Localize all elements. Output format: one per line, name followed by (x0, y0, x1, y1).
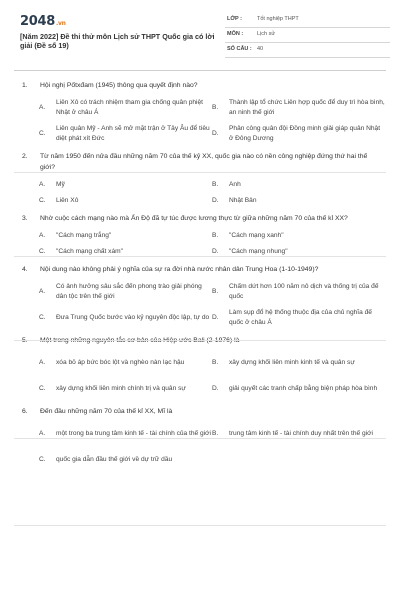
option-text: Anh (229, 181, 241, 188)
option-text: Nhật Bản (229, 197, 257, 204)
option-text: "Cách mạng chất xám" (56, 248, 123, 255)
meta-label: MÔN : (227, 31, 244, 37)
option-d[interactable] (212, 123, 385, 145)
question-stem: Từ năm 1950 đến nửa đầu những năm 70 của thế kỷ XX, quốc gia nào có nền công nghiệp đứng thứ hai thế giới? (40, 153, 368, 171)
question-text (0, 406, 400, 417)
option-c[interactable] (39, 307, 212, 329)
option-text: xây dựng khối liên minh kinh tế và quân sự (229, 359, 355, 366)
option-d[interactable] (212, 307, 385, 329)
option-letter: A. (39, 232, 46, 239)
option-letter: A. (39, 430, 46, 437)
site-logo[interactable] (20, 14, 66, 29)
option-b[interactable] (212, 179, 385, 191)
answer-options (0, 281, 400, 329)
question-number: 1. (22, 82, 28, 89)
logo-suffix: .vn (55, 20, 66, 27)
answer-options (0, 179, 400, 207)
option-a[interactable] (39, 179, 212, 191)
question-number: 4. (22, 266, 28, 273)
question-text (0, 264, 400, 275)
option-letter: B. (212, 359, 219, 366)
option-letter: C. (39, 456, 46, 463)
option-letter: D. (212, 197, 219, 204)
option-a[interactable] (39, 281, 212, 303)
option-letter: A. (39, 104, 46, 111)
question-separator (14, 172, 386, 173)
question-1 (0, 80, 400, 145)
option-a[interactable] (39, 230, 212, 242)
option-letter: B. (212, 430, 219, 437)
question-separator (14, 340, 386, 341)
option-text: Thành lập tổ chức Liên hợp quốc để duy trì hòa bình, an ninh thế giới (229, 99, 385, 116)
answer-options (0, 423, 400, 471)
option-b[interactable] (212, 352, 385, 374)
option-text: Mỹ (56, 181, 65, 188)
question-3 (0, 213, 400, 258)
meta-value: Lịch sử (257, 31, 276, 37)
option-letter: A. (39, 181, 46, 188)
option-letter: A. (39, 359, 46, 366)
meta-question-count (225, 43, 390, 58)
option-letter: C. (39, 248, 46, 255)
option-letter: D. (212, 248, 219, 255)
option-a[interactable] (39, 97, 212, 119)
question-number: 2. (22, 153, 28, 160)
option-letter: C. (39, 130, 46, 137)
meta-value: 40 (257, 46, 264, 52)
option-letter: C. (39, 314, 46, 321)
question-stem: Nội dung nào không phải ý nghĩa của sự ra đời nhà nước nhân dân Trung Hoa (1-10-1949)? (40, 266, 319, 273)
option-text: xây dựng khối liên minh chính trị và quân sự (56, 385, 186, 392)
option-c[interactable] (39, 378, 212, 400)
option-text: "Cách mạng nhung" (229, 248, 288, 255)
option-letter: B. (212, 232, 219, 239)
question-4 (0, 264, 400, 329)
option-c[interactable] (39, 123, 212, 145)
answer-options (0, 352, 400, 400)
question-5 (0, 335, 400, 400)
option-text: trung tâm kinh tế - tài chính duy nhất trên thế giới (229, 430, 373, 437)
option-b[interactable] (212, 281, 385, 303)
option-text: xóa bỏ áp bức bóc lột và nghèo nàn lạc hậu (56, 359, 185, 366)
option-c[interactable] (39, 195, 212, 207)
question-separator (14, 256, 386, 257)
meta-class (225, 13, 390, 28)
option-b[interactable] (212, 97, 385, 119)
option-letter: B. (212, 288, 219, 295)
question-text (0, 80, 400, 91)
option-text: "Cách mạng xanh" (229, 232, 284, 239)
question-stem: Đến đầu những năm 70 của thế kỉ XX, Mĩ là (40, 408, 173, 415)
question-text (0, 151, 400, 173)
logo-text: 2048 (20, 14, 55, 29)
option-b[interactable] (212, 423, 385, 445)
header-divider (14, 70, 386, 71)
option-d[interactable] (212, 195, 385, 207)
question-stem: Hội nghị Pốtxđam (1945) thông qua quyết định nào? (40, 82, 198, 89)
option-text: Liên quân Mỹ - Anh sẽ mở mặt trận ở Tây Âu để tiêu diệt phát xít Đức (56, 125, 210, 142)
option-d[interactable] (212, 378, 385, 400)
answer-options (0, 97, 400, 145)
option-letter: A. (39, 288, 46, 295)
option-letter: C. (39, 197, 46, 204)
meta-subject (225, 28, 390, 43)
question-separator (14, 438, 386, 439)
option-text: một trong ba trung tâm kinh tế - tài chính của thế giới (56, 430, 211, 437)
option-text: Làm sụp đổ hệ thống thuộc địa của chủ nghĩa đế quốc ở châu Á (229, 309, 372, 326)
exam-title: [Năm 2022] Đề thi thử môn Lịch sử THPT Quốc gia có lời giải (Đề số 19) (20, 32, 215, 50)
meta-label: SỐ CÂU : (227, 46, 252, 52)
option-letter: B. (212, 104, 219, 111)
option-text: Chấm dứt hơn 100 năm nô dịch và thống trị của đế quốc (229, 283, 379, 300)
option-c[interactable] (39, 449, 212, 471)
question-number: 6. (22, 408, 28, 415)
question-number: 3. (22, 215, 28, 222)
question-2 (0, 151, 400, 207)
option-letter: D. (212, 385, 219, 392)
option-text: Có ảnh hưởng sâu sắc đến phong trào giải phóng dân tộc trên thế giới (56, 283, 202, 300)
option-letter: B. (212, 181, 219, 188)
option-a[interactable] (39, 423, 212, 445)
meta-value: Tốt nghiệp THPT (257, 16, 299, 22)
option-text: "Cách mạng trắng" (56, 232, 112, 239)
option-text: Liên Xô có trách nhiệm tham gia chống quân phiệt Nhật ở châu Á (56, 99, 203, 116)
option-b[interactable] (212, 230, 385, 242)
option-text: quốc gia dẫn đầu thế giới về dự trữ dầu (56, 456, 173, 463)
question-separator (14, 525, 386, 526)
option-letter: C. (39, 385, 46, 392)
question-text (0, 213, 400, 224)
option-text: giải quyết các tranh chấp bằng biện pháp hòa bình (229, 385, 378, 392)
option-text: Liên Xô (56, 197, 79, 204)
exam-header (0, 0, 400, 66)
answer-options (0, 230, 400, 258)
option-a[interactable] (39, 352, 212, 374)
exam-meta (225, 13, 390, 58)
option-letter: D. (212, 130, 219, 137)
option-letter: D. (212, 314, 219, 321)
question-stem: Nhờ cuộc cách mạng nào mà Ấn Độ đã tự túc được lương thực từ giữa những năm 70 của thế kỉ XX? (40, 215, 348, 222)
option-text: Đưa Trung Quốc bước vào kỷ nguyên độc lập, tự do (56, 314, 210, 321)
question-list (0, 80, 400, 477)
option-text: Phân công quân đội Đồng minh giải giáp quân Nhật ở Đông Dương (229, 125, 381, 142)
meta-label: LỚP : (227, 16, 242, 22)
